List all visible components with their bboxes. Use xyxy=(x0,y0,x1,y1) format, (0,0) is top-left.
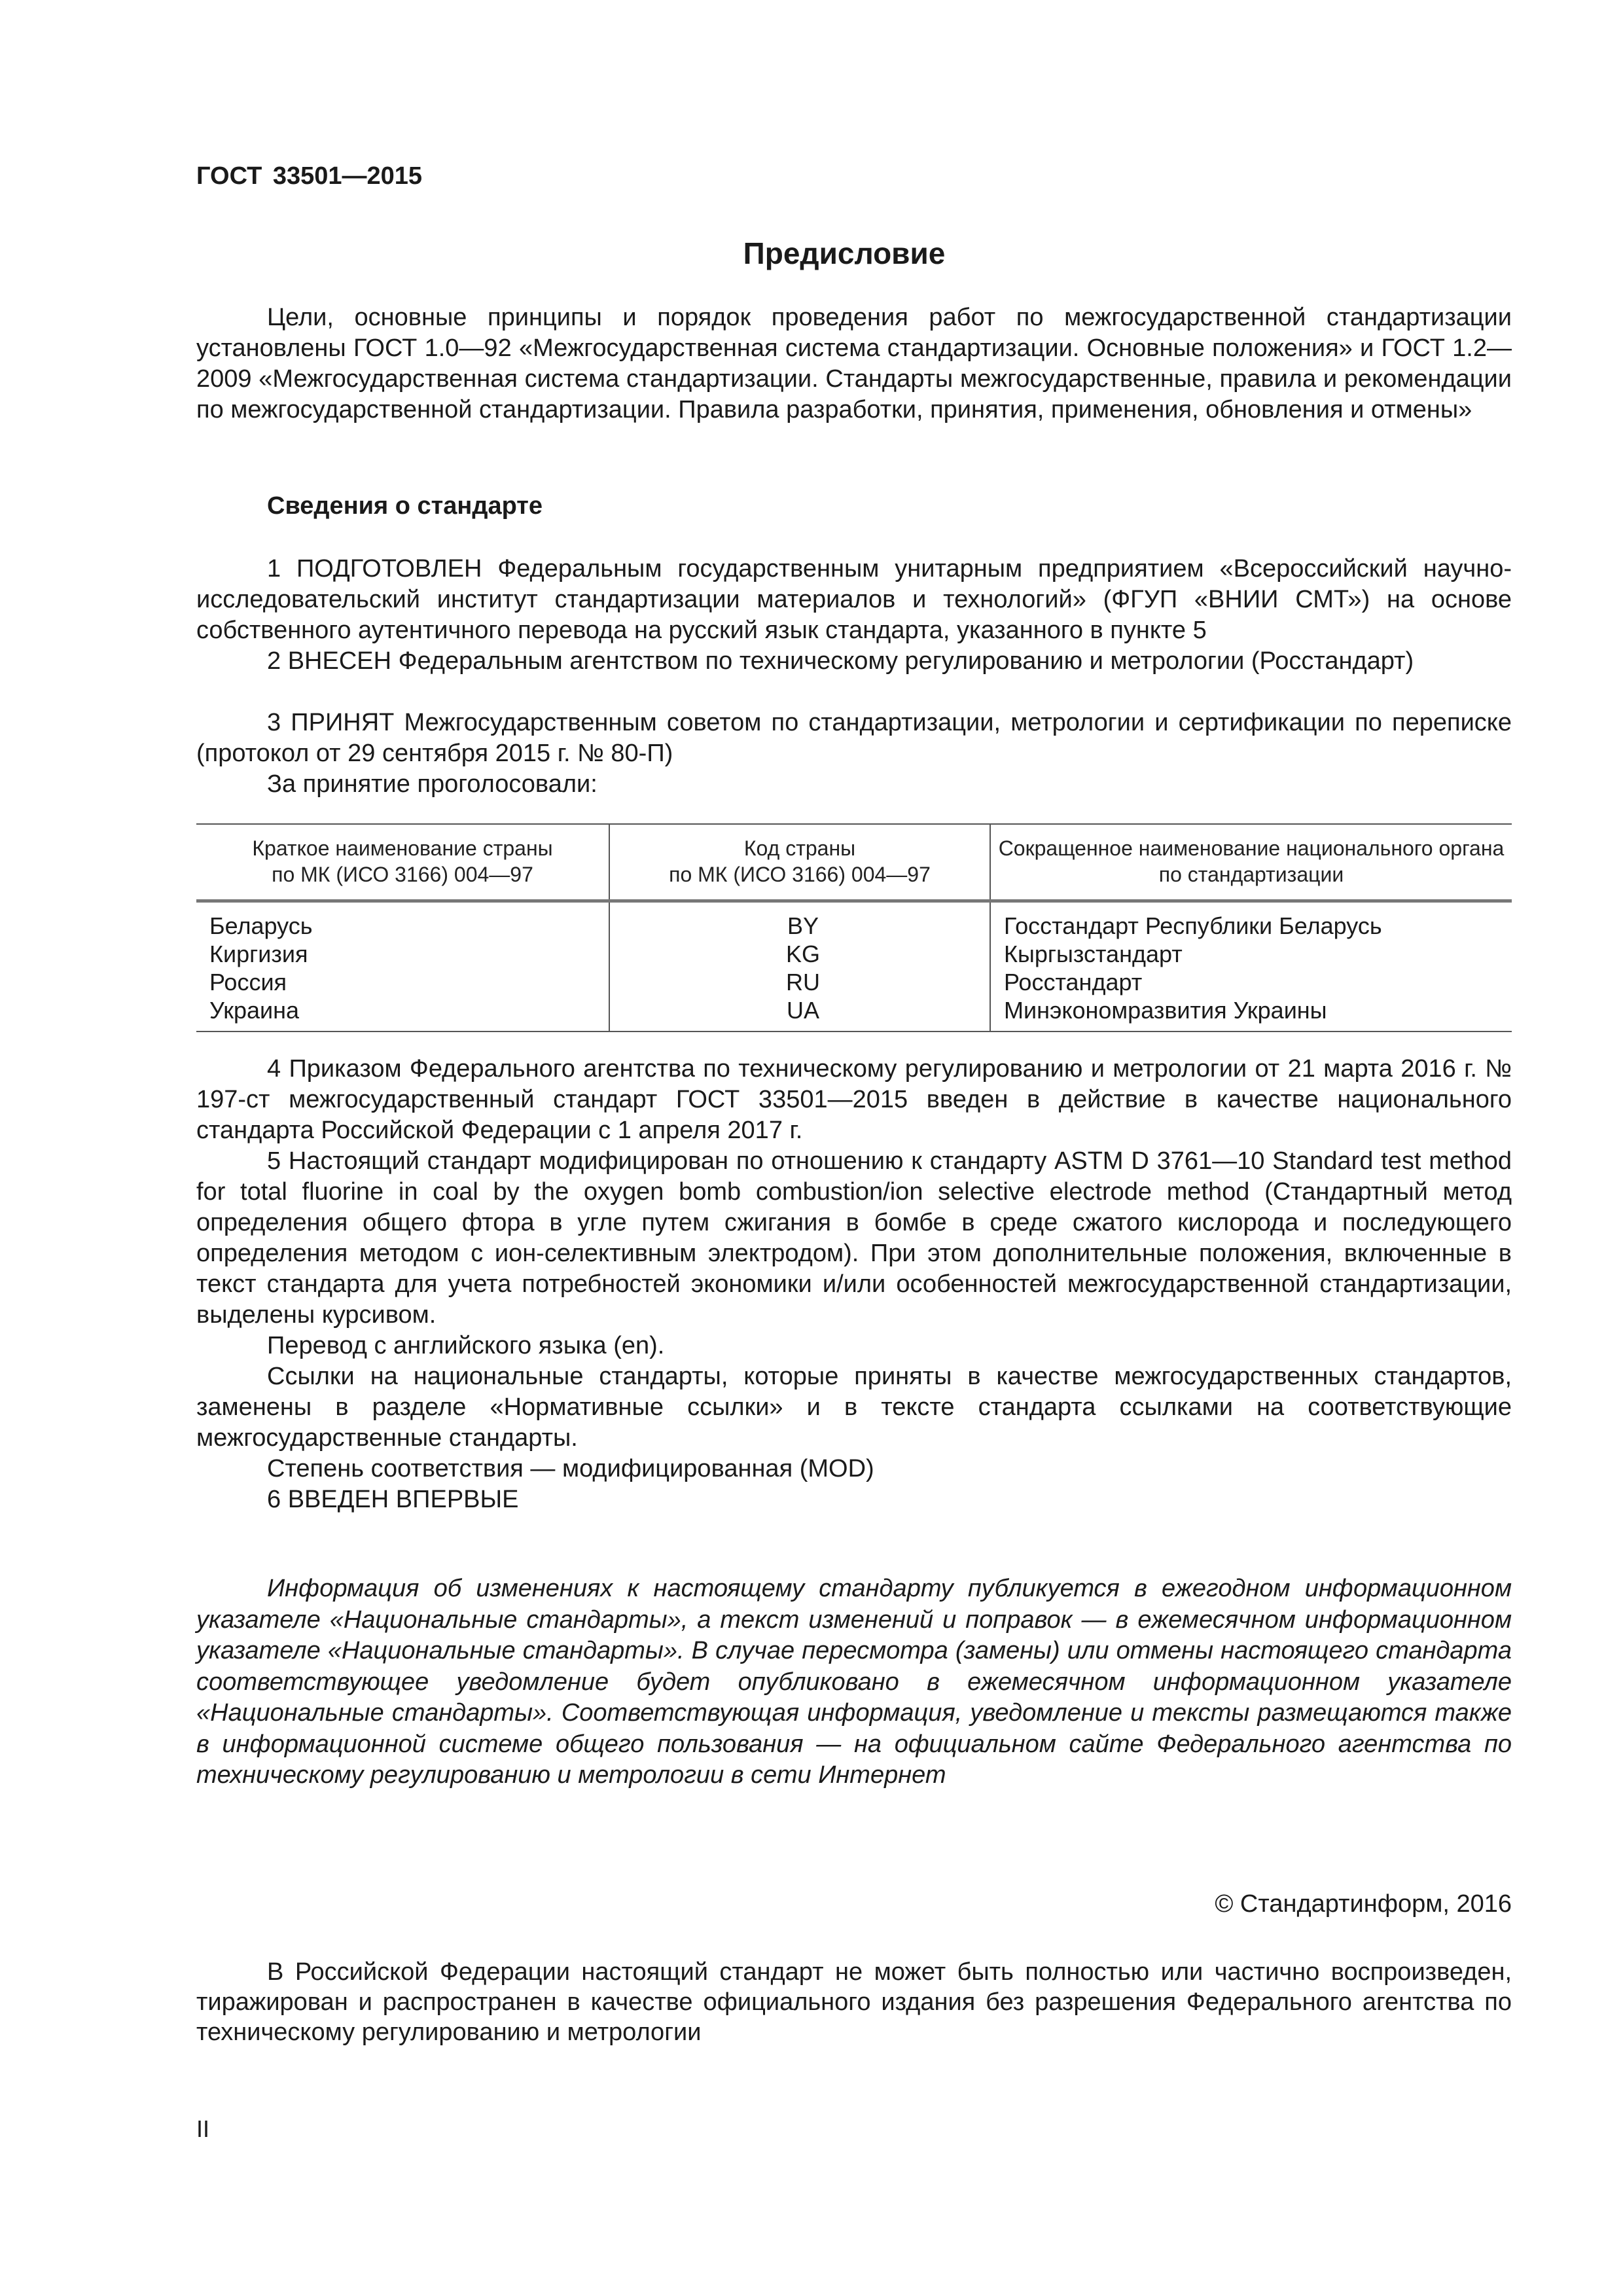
table-row xyxy=(196,901,1512,941)
country-code: UA xyxy=(609,996,990,1031)
page-number: II xyxy=(196,2115,210,2142)
changes-notice: Информация об изменениях к настоящему стандарту публикуется в ежегодном информационном указателе «Национальные стандарты», а текст изменений и поправок — в ежемесячном информационном указателе «Национальные стандарты». В случае пересмотра (замены) или отмены настоящего стандарта соответствующее уведомление будет опубликовано в ежемесячном информационном указателе «Национальные стандарты». Соответствующая информация, уведомление и тексты размещаются также в информационной системе общего пользования — на официальном сайте Федерального агентства по техническому регулированию и метрологии в сети Интернет xyxy=(196,1575,1512,1789)
item-2-submitted: 2 ВНЕСЕН Федеральным агентством по техническому регулированию и метрологии (Росстандарт) xyxy=(267,647,1414,675)
item-1-prepared: 1 ПОДГОТОВЛЕН Федеральным государственным унитарным предприятием «Всероссийский научно-исследовательский институт стандартизации материалов и технологий» (ФГУП «ВНИИ СМТ») на основе собственного аутентичного перевода на русский язык стандарта, указанного в пункте 5 xyxy=(196,555,1512,644)
document-page xyxy=(196,0,1512,2296)
standard-info-heading: Сведения о стандарте xyxy=(267,492,543,520)
country-name: Беларусь xyxy=(196,901,609,941)
table-header-row xyxy=(196,824,1512,901)
degree-of-conformity: Степень соответствия — модифицированная (MOD) xyxy=(267,1455,874,1482)
reproduction-notice: В Российской Федерации настоящий стандарт не может быть полностью или частично воспроизведен, тиражирован и распространен в качестве официального издания без разрешения Федерального агентства по техническому регулированию и метрологии xyxy=(196,1958,1512,2046)
translation-note: Перевод с английского языка (en). xyxy=(267,1332,665,1359)
item-4-order: 4 Приказом Федерального агентства по техническому регулированию и метрологии от 21 марта 2016 г. № 197-ст межгосударственный стандарт ГОСТ 33501—2015 введен в действие в качестве национального стандарта Российской Федерации с 1 апреля 2017 г. xyxy=(196,1055,1512,1144)
country-code: RU xyxy=(609,968,990,996)
item-6-introduced: 6 ВВЕДЕН ВПЕРВЫЕ xyxy=(267,1486,519,1513)
table-row xyxy=(196,996,1512,1031)
national-body: Росстандарт xyxy=(1004,969,1143,996)
country-code: KG xyxy=(609,940,990,968)
voted-label: За принятие проголосовали: xyxy=(267,770,597,798)
page-title: Предисловие xyxy=(743,236,946,270)
voting-countries-table xyxy=(196,823,1512,1032)
header-national-body: Сокращенное наименование национального органа по стандартизации xyxy=(990,824,1512,901)
header-country-name: Краткое наименование страны по МК (ИСО 3166) 004—97 xyxy=(196,824,609,901)
national-body: Минэкономразвития Украины xyxy=(990,996,1512,1031)
table-row xyxy=(196,968,1512,996)
document-code: ГОСТ 33501—2015 xyxy=(196,162,423,190)
country-name: Россия xyxy=(196,968,609,996)
intro-paragraph: Цели, основные принципы и порядок проведения работ по межгосударственной стандартизации установлены ГОСТ 1.0—92 «Межгосударственная система стандартизации. Основные положения» и ГОСТ 1.2—2009 «Межгосударственная система стандартизации. Стандарты межгосударственные, правила и рекомендации по межгосударственной стандартизации. Правила разработки, принятия, применения, обновления и отмены» xyxy=(196,304,1512,423)
table-row xyxy=(196,940,1512,968)
national-body: Госстандарт Республики Беларусь xyxy=(1004,912,1382,939)
item-3-adopted: 3 ПРИНЯТ Межгосударственным советом по стандартизации, метрологии и сертификации по переписке (протокол от 29 сентября 2015 г. № 80-П) xyxy=(196,709,1512,767)
country-name: Киргизия xyxy=(196,940,609,968)
country-code: BY xyxy=(609,901,990,941)
item-5-modification: 5 Настоящий стандарт модифицирован по отношению к стандарту ASTM D 3761—10 Standard test method for total fluorine in coal by the oxygen bomb combustion/ion selective electrode method (Стандартный метод определения общего фтора в угле путем сжигания в бомбе в среде сжатого кислорода и последующего определения методом с ион-селективным электродом). При этом дополнительные положения, включенные в текст стандарта для учета потребностей экономики и/или особенностей межгосударственной стандартизации, выделены курсивом. xyxy=(196,1147,1512,1329)
references-note: Ссылки на национальные стандарты, которые приняты в качестве межгосударственных стандартов, заменены в разделе «Нормативные ссылки» и в тексте стандарта ссылками на соответствующие межгосударственные стандарты. xyxy=(196,1363,1512,1452)
country-name: Украина xyxy=(196,996,609,1031)
header-country-code: Код страны по МК (ИСО 3166) 004—97 xyxy=(609,824,990,901)
copyright: © Стандартинформ, 2016 xyxy=(1215,1890,1512,1918)
national-body: Кыргызстандарт xyxy=(1004,941,1183,967)
